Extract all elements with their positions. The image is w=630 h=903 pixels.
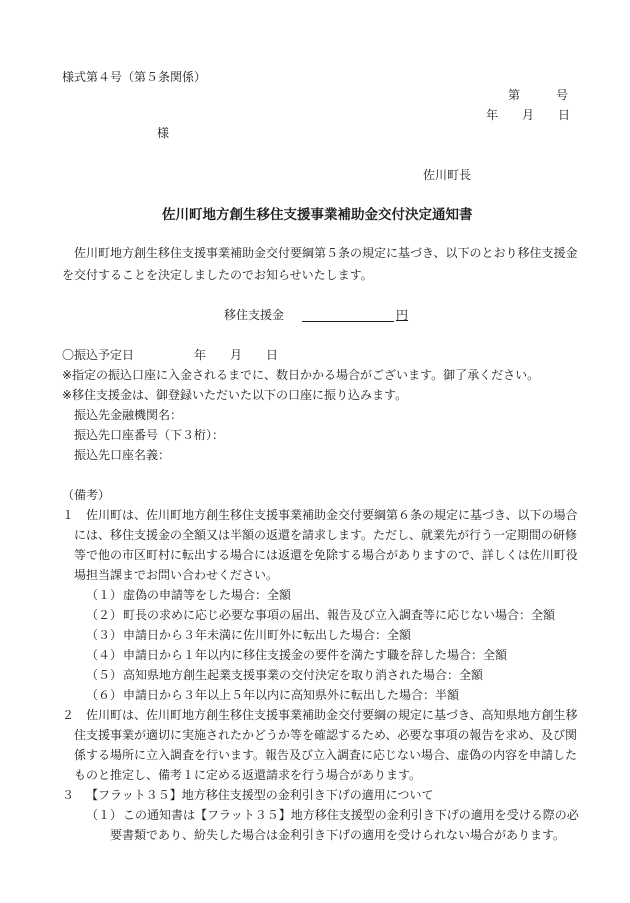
subitem-4-number: （４）: [86, 648, 123, 662]
remark-1-number: １: [62, 508, 75, 522]
remarks-heading: （備考）: [62, 488, 111, 502]
remark-2-line-1: 佐川町は、佐川町地方創生移住支援事業補助金交付要綱の規定に基づき、高知県地方創生移: [86, 708, 578, 722]
transfer-note-2: ※移住支援金は、御登録いただいた以下の口座に振り込みます。: [62, 388, 408, 402]
remark-3-line-1: この通知書は【フラット３５】地方移住支援型の金利引き下げの適用を受ける際の必: [123, 808, 579, 822]
document-date: 年 月 日: [486, 108, 571, 122]
field-account-number: 振込先口座番号（下３桁）：: [74, 428, 225, 442]
subitem-3-text: 申請日から３年未満に佐川町外に転出した場合：全額: [123, 628, 412, 642]
remark-3-sub-number: （１）: [86, 808, 123, 822]
form-number: 様式第４号（第５条関係）: [62, 70, 207, 84]
remark-1-line-3: 等で他の市区町村に転出する場合には返還を免除する場合がありますので、詳しくは佐川町役: [74, 548, 578, 562]
subitem-2-text: 町長の求めに応じ必要な事項の届出、報告及び立入調査等に応じない場合：全額: [123, 608, 556, 622]
subitem-3-number: （３）: [86, 628, 123, 642]
recipient-suffix: 様: [157, 126, 170, 140]
subitem-1-number: （１）: [86, 588, 123, 602]
document-number: 第 号: [508, 88, 569, 102]
subitem-6-number: （６）: [86, 688, 123, 702]
field-account-holder: 振込先口座名義：: [74, 448, 171, 462]
subitem-1-text: 虚偽の申請等をした場合：全額: [123, 588, 292, 602]
subitem-4-text: 申請日から１年以内に移住支援金の要件を満たす職を辞した場合：全額: [123, 648, 508, 662]
subitem-2-number: （２）: [86, 608, 123, 622]
remark-3-line-2: 要書類であり、紛失した場合は金利引き下げの適用を受けられない場合があります。: [110, 828, 566, 842]
remark-2-line-3: 係する場所に立入調査を行います。報告及び立入調査に応じない場合、虚偽の内容を申請した: [74, 748, 578, 762]
intro-line-1: 佐川町地方創生移住支援事業補助金交付要綱第５条の規定に基づき、以下のとおり移住支援金: [74, 246, 578, 260]
remark-1-line-1: 佐川町は、佐川町地方創生移住支援事業補助金交付要綱第６条の規定に基づき、以下の場合: [86, 508, 578, 522]
subitem-5-text: 高知県地方創生起業支援事業の交付決定を取り消された場合：全額: [123, 668, 484, 682]
subitem-5-number: （５）: [86, 668, 123, 682]
amount-field: [302, 306, 408, 324]
transfer-note-1: ※指定の振込口座に入金されるまでに、数日かかる場合がございます。御了承ください。: [62, 368, 540, 382]
intro-line-2: を交付することを決定しましたのでお知らせいたします。: [62, 268, 373, 282]
amount-blank: [302, 309, 394, 322]
transfer-date-line: 〇振込予定日 年 月 日: [62, 348, 279, 362]
remark-1-line-4: 場担当課までお問い合わせください。: [74, 568, 279, 582]
remark-3-number: ３: [62, 788, 75, 802]
subitem-6-text: 申請日から３年以上５年以内に高知県外に転出した場合：半額: [123, 688, 460, 702]
issuer-name: 佐川町長: [423, 168, 472, 182]
remark-3-heading: 【フラット３５】地方移住支援型の金利引き下げの適用について: [86, 788, 434, 802]
field-bank-name: 振込先金融機関名：: [74, 408, 183, 422]
remark-2-line-2: 住支援事業が適切に実施されたかどうか等を確認するため、必要な事項の報告を求め、及び関: [74, 728, 578, 742]
remark-1-line-2: には、移住支援金の全額又は半額の返還を請求します。ただし、就業先が行う一定期間の研修: [74, 528, 578, 542]
amount-label: 移住支援金: [224, 308, 285, 322]
document-title: 佐川町地方創生移住支援事業補助金交付決定通知書: [162, 207, 473, 223]
remark-2-number: ２: [62, 708, 75, 722]
remark-2-line-4: ものと推定し、備考１に定める返還請求を行う場合があります。: [74, 768, 422, 782]
amount-unit: 円: [396, 308, 409, 322]
